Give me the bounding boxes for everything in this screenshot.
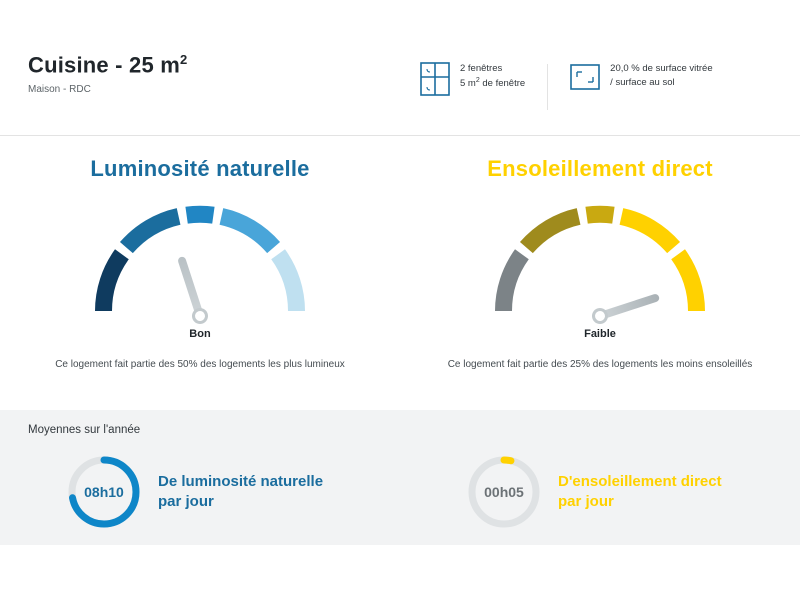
average-ensoleillement — [400, 454, 800, 530]
panel-luminosite — [0, 136, 400, 406]
ring-luminosite — [66, 454, 142, 530]
title-block — [28, 52, 187, 95]
gauge-panels — [0, 136, 800, 406]
ring-ensoleillement — [466, 454, 542, 530]
page-title — [28, 52, 187, 78]
fact-windows-area-post: de fenêtre — [479, 78, 526, 90]
gauge-luminosite-description: Ce logement fait partie des 50% des logements les plus lumineux — [55, 359, 345, 370]
panel-ensoleillement-title: Ensoleillement direct — [487, 156, 713, 181]
header-facts — [420, 62, 713, 110]
averages-band — [0, 410, 800, 545]
averages-band-title: Moyennes sur l'année — [28, 424, 141, 436]
fact-glazed-ratio-line2: / surface au sol — [610, 77, 675, 89]
fact-glazed-ratio-line1: 20,0 % de surface vitrée — [610, 63, 713, 74]
ring-ensoleillement-value: 00h05 — [484, 484, 524, 500]
fact-windows-area: 5 m — [460, 78, 476, 90]
fact-windows-area-sup: 2 — [475, 77, 480, 85]
average-luminosite-label-line2: par jour — [158, 493, 214, 510]
average-ensoleillement-label-line1: D'ensoleillement direct — [558, 472, 722, 490]
page-title-superscript: 2 — [179, 52, 188, 67]
average-luminosite-label — [158, 472, 323, 513]
average-luminosite-label-line1: De luminosité naturelle — [158, 472, 324, 490]
gauge-ensoleillement-level: Faible — [584, 328, 616, 340]
panel-ensoleillement — [400, 136, 800, 406]
page-subtitle: Maison - RDC — [28, 84, 91, 96]
gauge-luminosite — [85, 196, 315, 324]
fact-windows-line2 — [460, 76, 525, 91]
fact-windows-text — [460, 62, 525, 92]
average-ensoleillement-label — [558, 472, 722, 513]
fact-windows — [420, 62, 525, 101]
gauge-ensoleillement — [485, 196, 715, 324]
gauge-luminosite-level: Bon — [189, 328, 211, 340]
ring-luminosite-value: 08h10 — [84, 484, 124, 500]
window-icon — [420, 62, 450, 101]
fact-windows-line1: 2 fenêtres — [460, 63, 503, 74]
average-ensoleillement-label-line2: par jour — [558, 493, 614, 510]
header-divider — [547, 64, 548, 110]
averages-items — [0, 454, 800, 530]
floor-area-icon — [570, 62, 600, 97]
fact-glazed-ratio — [570, 62, 712, 97]
page-title-text: Cuisine - 25 m — [28, 52, 180, 78]
panel-luminosite-title: Luminosité naturelle — [90, 156, 310, 181]
fact-glazed-ratio-text — [610, 62, 712, 91]
gauge-ensoleillement-description: Ce logement fait partie des 25% des logements les moins ensoleillés — [447, 359, 753, 370]
header — [0, 40, 800, 136]
average-luminosite — [0, 454, 400, 530]
